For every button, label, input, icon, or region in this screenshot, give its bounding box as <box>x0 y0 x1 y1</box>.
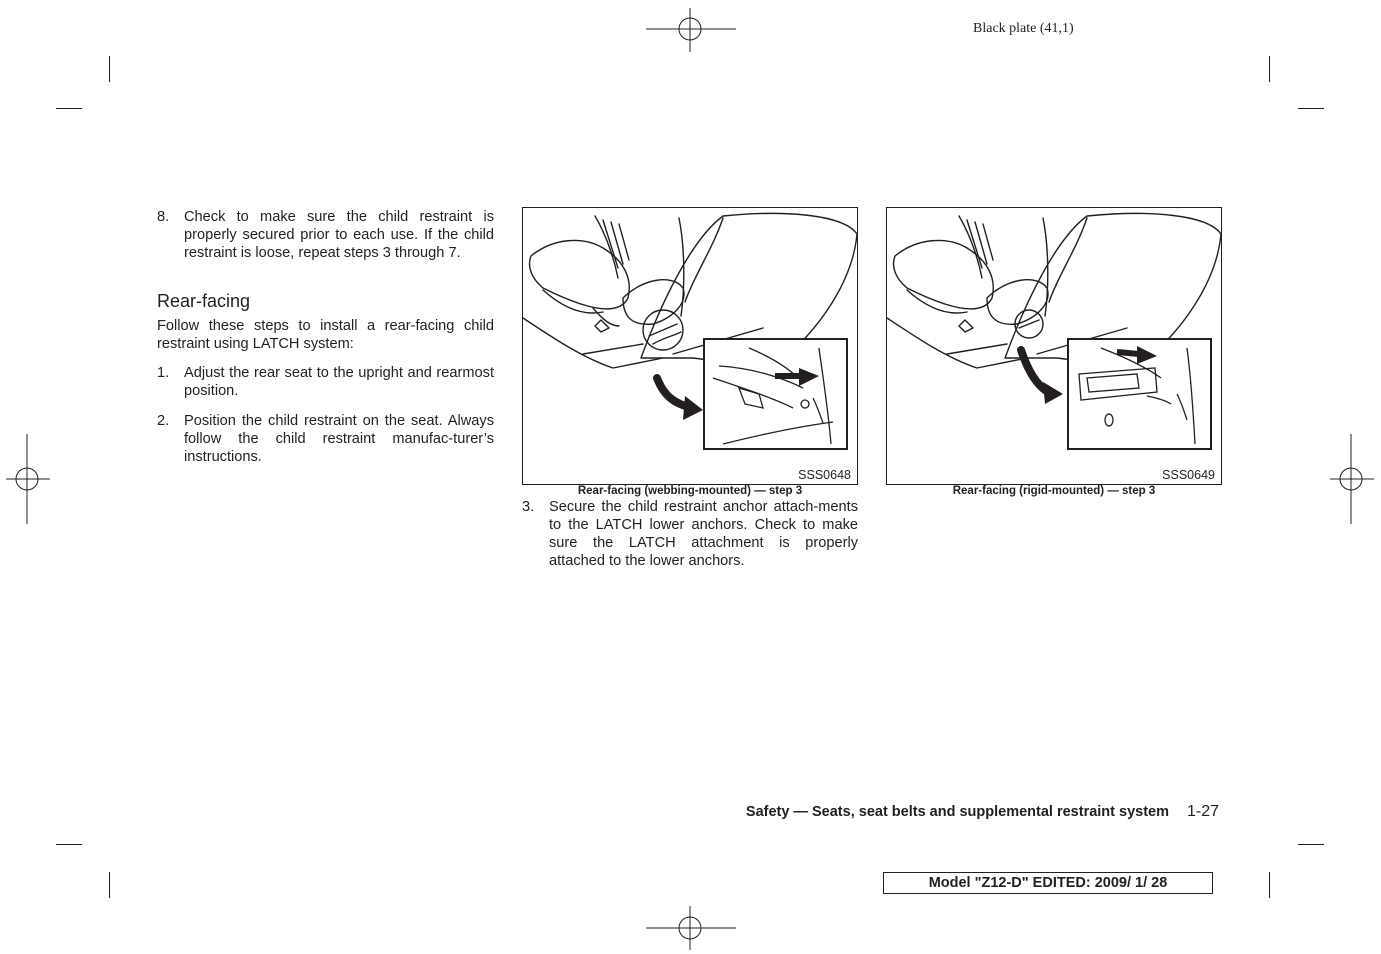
step-number: 2. <box>157 413 170 429</box>
step-3 <box>522 498 858 574</box>
figure-webbing-mounted <box>522 207 858 485</box>
step-number: 1. <box>157 365 170 381</box>
step-2 <box>157 412 494 466</box>
section-heading: Rear-facing <box>157 291 251 311</box>
step-text: Adjust the rear seat to the upright and rearmost position. <box>184 365 494 399</box>
page-number: 1-27 <box>1187 803 1220 820</box>
figure-rigid-mounted <box>886 207 1222 485</box>
black-plate-label: Black plate (41,1) <box>973 21 1074 36</box>
figure-caption: Rear-facing (rigid-mounted) — step 3 <box>952 485 1156 497</box>
step-text: Position the child restraint on the seat. Always follow the child restraint manufac-turer’s instructions. <box>184 413 494 465</box>
seat-illustration-2 <box>887 208 1221 484</box>
figure-code: SSS0649 <box>1162 468 1215 482</box>
registration-mark-bottom <box>646 906 736 950</box>
registration-mark-top <box>646 8 736 52</box>
figure-code: SSS0648 <box>798 468 851 482</box>
middle-column <box>522 498 858 574</box>
left-column <box>157 208 494 478</box>
model-edited-box: Model "Z12-D" EDITED: 2009/ 1/ 28 <box>883 872 1213 894</box>
seat-illustration-1 <box>523 208 857 484</box>
registration-mark-right <box>1330 434 1374 524</box>
footer-section-title: Safety — Seats, seat belts and supplemental restraint system <box>745 804 1169 820</box>
step-number: 3. <box>522 499 535 515</box>
step-number: 8. <box>157 209 170 225</box>
step-1 <box>157 364 494 400</box>
figure-caption: Rear-facing (webbing-mounted) — step 3 <box>577 485 803 497</box>
intro-paragraph: Follow these steps to install a rear-facing child restraint using LATCH system: <box>157 318 494 352</box>
step-text: Secure the child restraint anchor attach-ments to the LATCH lower anchors. Check to make sure the LATCH attachment is properly attached to the lower anchors. <box>549 499 858 569</box>
step-text: Check to make sure the child restraint is properly secured prior to each use. If the child restraint is loose, repeat steps 3 through 7. <box>184 209 494 261</box>
registration-mark-left <box>6 434 50 524</box>
step-8 <box>157 208 494 280</box>
